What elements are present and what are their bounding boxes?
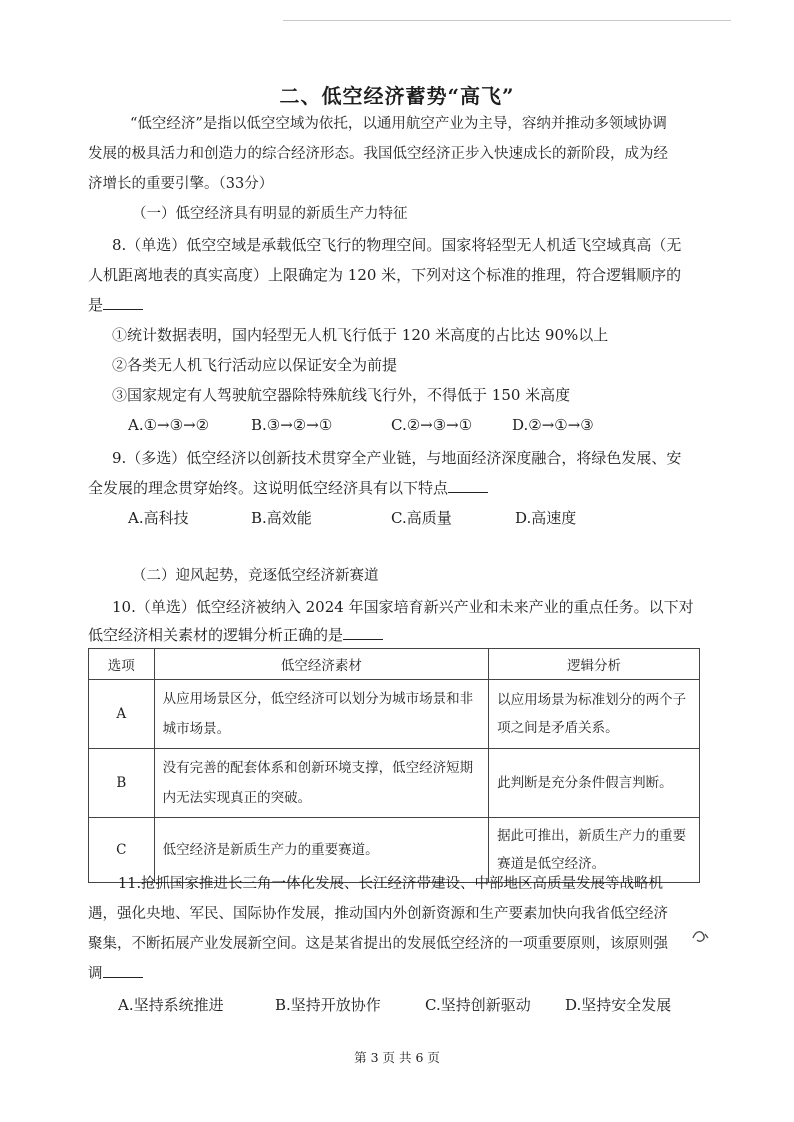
q9-option-c[interactable]: C.高质量 bbox=[391, 509, 452, 527]
q11-option-a[interactable]: A.坚持系统推进 bbox=[118, 996, 224, 1014]
q8-statement-2: ②各类无人机飞行活动应以保证安全为前提 bbox=[112, 356, 398, 374]
intro-line-1: “低空经济”是指以低空空域为依托，以通用航空产业为主导，容纳并推动多领域协调 bbox=[130, 116, 667, 132]
row-option: B bbox=[89, 749, 155, 818]
q11-options bbox=[0, 990, 794, 1020]
answer-blank bbox=[448, 478, 488, 493]
row-analysis: 以应用场景为标准划分的两个子项之间是矛盾关系。 bbox=[489, 680, 700, 749]
intro-line-3: 济增长的重要引擎。（33分） bbox=[88, 176, 274, 192]
q11-option-b[interactable]: B.坚持开放协作 bbox=[275, 996, 381, 1014]
section-title: 二、低空经济蓄势“高飞” bbox=[279, 84, 515, 108]
table-header-row bbox=[89, 649, 700, 680]
header-option: 选项 bbox=[89, 649, 155, 680]
page-footer: 第 3 页 共 6 页 bbox=[354, 1050, 440, 1065]
q8-statement-1: ①统计数据表明，国内轻型无人机飞行低于 120 米高度的占比达 90%以上 bbox=[112, 326, 609, 344]
handwritten-scribble-icon bbox=[690, 928, 710, 946]
row-material: 从应用场景区分，低空经济可以划分为城市场景和非城市场景。 bbox=[154, 680, 489, 749]
q8-line-2: 人机距离地表的真实高度）上限确定为 120 米，下列对这个标准的推理，符合逻辑顺序的 bbox=[88, 266, 682, 284]
q10-line-1: 10.（单选）低空经济被纳入 2024 年国家培育新兴产业和未来产业的重点任务。以下对 bbox=[112, 598, 694, 616]
q11-option-d[interactable]: D.坚持安全发展 bbox=[565, 996, 672, 1014]
row-material: 没有完善的配套体系和创新环境支撑，低空经济短期内无法实现真正的突破。 bbox=[154, 749, 489, 818]
q11-option-c[interactable]: C.坚持创新驱动 bbox=[425, 996, 531, 1014]
q11-line-4 bbox=[88, 960, 143, 988]
intro-line-2: 发展的极具活力和创造力的综合经济形态。我国低空经济正步入快速成长的新阶段，成为经 bbox=[88, 146, 668, 162]
q10-line-2 bbox=[88, 620, 383, 650]
q8-line-3-text: 是 bbox=[88, 296, 104, 314]
answer-blank bbox=[103, 963, 143, 978]
q8-line-1: 8.（单选）低空空域是承载低空飞行的物理空间。国家将轻型无人机适飞空域真高（无 bbox=[112, 236, 682, 254]
q8-line-3 bbox=[88, 290, 143, 320]
subsection-2-heading: （二）迎风起势，竞逐低空经济新赛道 bbox=[132, 568, 379, 584]
header-material: 低空经济素材 bbox=[154, 649, 489, 680]
q8-statement-3: ③国家规定有人驾驶航空器除特殊航线飞行外，不得低于 150 米高度 bbox=[112, 386, 571, 404]
subsection-1-heading: （一）低空经济具有明显的新质生产力特征 bbox=[132, 206, 408, 222]
row-option: A bbox=[89, 680, 155, 749]
q9-line-1: 9.（多选）低空经济以创新技术贯穿全产业链，与地面经济深度融合，将绿色发展、安 bbox=[112, 449, 682, 467]
q11-line-4-text: 调 bbox=[88, 966, 103, 982]
q8-options bbox=[0, 410, 794, 440]
q8-option-d[interactable]: D.②→①→③ bbox=[512, 416, 594, 434]
answer-blank bbox=[343, 625, 383, 640]
q9-line-2-text: 全发展的理念贯穿始终。这说明低空经济具有以下特点 bbox=[88, 479, 449, 497]
row-analysis: 此判断是充分条件假言判断。 bbox=[489, 749, 700, 818]
q8-option-c[interactable]: C.②→③→① bbox=[391, 416, 473, 434]
q11-line-2: 遇，强化央地、军民、国际协作发展，推动国内外创新资源和生产要素加快向我省低空经济 bbox=[88, 906, 668, 922]
q9-option-b[interactable]: B.高效能 bbox=[251, 509, 312, 527]
q8-option-b[interactable]: B.③→②→① bbox=[251, 416, 333, 434]
table-row bbox=[89, 749, 700, 818]
top-rule bbox=[283, 20, 731, 21]
table-row bbox=[89, 680, 700, 749]
q11-line-1: 11.抢抓国家推进长三角一体化发展、长江经济带建设、中部地区高质量发展等战略机 bbox=[118, 876, 664, 892]
q9-option-d[interactable]: D.高速度 bbox=[515, 509, 577, 527]
answer-blank bbox=[103, 295, 143, 310]
row-analysis: 据此可推出，新质生产力的重要赛道是低空经济。 bbox=[489, 818, 700, 883]
row-option: C bbox=[89, 818, 155, 883]
q9-options bbox=[0, 503, 794, 533]
row-material: 低空经济是新质生产力的重要赛道。 bbox=[154, 818, 489, 883]
q9-option-a[interactable]: A.高科技 bbox=[128, 509, 189, 527]
q11-line-3: 聚集，不断拓展产业发展新空间。这是某省提出的发展低空经济的一项重要原则，该原则强 bbox=[88, 936, 668, 952]
q10-line-2-text: 低空经济相关素材的逻辑分析正确的是 bbox=[88, 626, 344, 644]
header-analysis: 逻辑分析 bbox=[489, 649, 700, 680]
q9-line-2 bbox=[88, 473, 488, 503]
q10-table bbox=[88, 648, 700, 883]
q8-option-a[interactable]: A.①→③→② bbox=[128, 416, 210, 434]
